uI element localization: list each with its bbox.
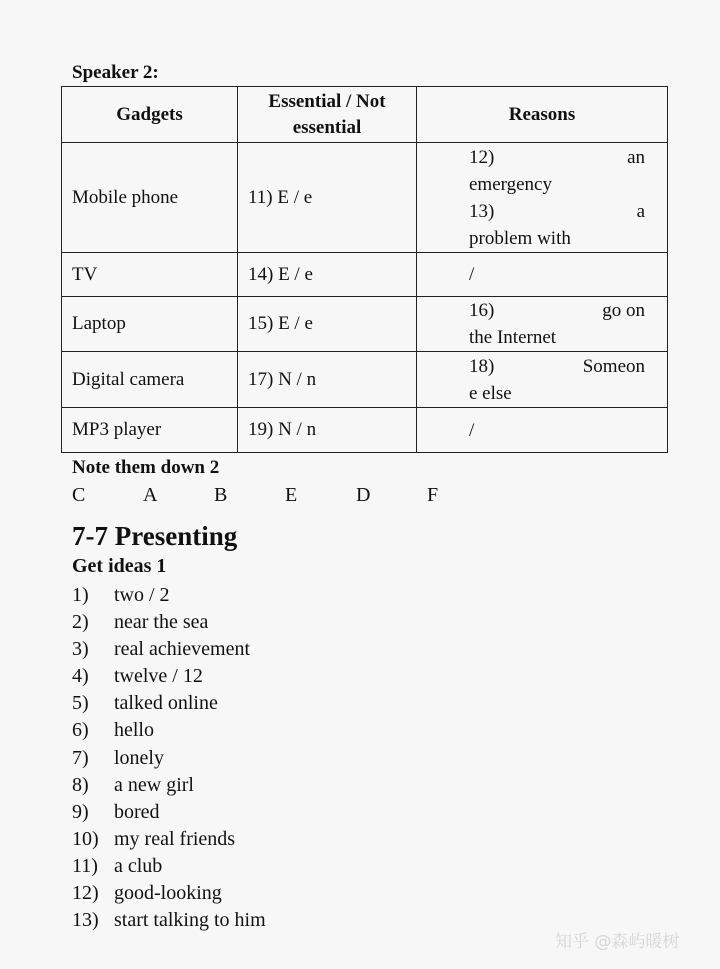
reason-cell [417, 297, 668, 352]
header-gadgets: Gadgets [62, 87, 238, 143]
gadget-cell: MP3 player [62, 408, 238, 453]
reason-text: the Internet [469, 327, 557, 348]
reason-cell [417, 408, 668, 453]
table-row [62, 297, 668, 352]
gadget-cell: Mobile phone [62, 143, 238, 253]
gadget-cell: TV [62, 253, 238, 297]
essential-cell: 15) E / e [238, 297, 417, 352]
item-number: 5) [72, 692, 89, 715]
reason-text: e else [469, 382, 512, 404]
reason-text: 12) [469, 146, 495, 168]
list-item [72, 826, 266, 853]
gadget-cell: Digital camera [62, 352, 238, 408]
section-title: 7-7 Presenting [72, 521, 238, 551]
item-text: my real friends [114, 827, 236, 850]
note-heading: Note them down 2 [72, 457, 220, 478]
reason-line [469, 353, 645, 380]
list-item [72, 772, 266, 799]
reason-cell [417, 253, 668, 297]
item-text: a new girl [114, 773, 194, 796]
reason-text: go on [602, 300, 645, 321]
reason-text: emergency [469, 173, 552, 195]
header-reasons: Reasons [417, 87, 668, 143]
item-text: good-looking [114, 882, 222, 905]
reason-line [469, 380, 645, 407]
header-essential: Essential / Not essential [238, 87, 417, 143]
essential-cell: 14) E / e [238, 253, 417, 297]
item-number: 6) [72, 719, 89, 742]
item-number: 10) [72, 827, 99, 850]
reason-line [469, 144, 645, 171]
list-item [72, 636, 266, 663]
sub-heading: Get ideas 1 [72, 555, 167, 577]
reason-cell [417, 352, 668, 408]
list-item [72, 582, 266, 609]
item-number: 7) [72, 746, 89, 769]
essential-cell: 11) E / e [238, 143, 417, 253]
item-text: lonely [114, 746, 164, 769]
reason-text: problem with [469, 227, 571, 249]
item-number: 11) [72, 854, 98, 877]
list-item [72, 853, 266, 880]
list-item [72, 690, 266, 717]
gadgets-table [61, 86, 668, 453]
reason-text: 18) [469, 355, 495, 377]
item-number: 8) [72, 773, 89, 796]
reason-text: 13) [469, 200, 495, 222]
item-text: a club [114, 854, 163, 877]
list-item [72, 799, 266, 826]
item-text: start talking to him [114, 909, 266, 932]
note-letter: D [356, 484, 371, 506]
list-item [72, 745, 266, 772]
watermark: 知乎 @森屿暖树 [555, 932, 680, 952]
essential-cell: 19) N / n [238, 408, 417, 453]
note-letters [72, 484, 498, 507]
item-number: 3) [72, 638, 89, 661]
note-letter: F [427, 484, 439, 506]
reason-line [469, 417, 645, 444]
note-letter: B [214, 484, 228, 506]
list-item [72, 663, 266, 690]
table-row [62, 408, 668, 453]
item-text: talked online [114, 692, 218, 715]
item-number: 12) [72, 882, 99, 905]
reason-line [469, 225, 645, 252]
table-row [62, 352, 668, 408]
reason-cell [417, 143, 668, 253]
item-text: real achievement [114, 638, 251, 661]
item-text: hello [114, 719, 154, 742]
reason-text: Someon [582, 355, 645, 377]
item-number: 9) [72, 800, 89, 823]
reason-line [469, 324, 645, 351]
item-number: 2) [72, 611, 89, 634]
speaker-heading: Speaker 2: [72, 62, 159, 83]
table-row [62, 143, 668, 253]
reason-line [469, 198, 645, 225]
item-text: bored [114, 800, 160, 823]
item-number: 4) [72, 665, 89, 688]
list-item [72, 880, 266, 907]
table-header-row [62, 87, 668, 143]
essential-cell: 17) N / n [238, 352, 417, 408]
note-letter: A [143, 484, 158, 506]
reason-line [469, 297, 645, 324]
item-text: two / 2 [114, 584, 170, 606]
note-letter: E [285, 484, 298, 506]
note-letter: C [72, 484, 86, 506]
table-row [62, 253, 668, 297]
reason-text: an [627, 146, 645, 168]
gadget-cell: Laptop [62, 297, 238, 352]
reason-line [469, 171, 645, 198]
reason-text: / [469, 264, 475, 285]
item-number: 13) [72, 909, 99, 932]
reason-text: a [636, 200, 645, 222]
item-number: 1) [72, 584, 89, 606]
reason-line [469, 261, 645, 288]
item-text: twelve / 12 [114, 665, 203, 688]
list-item [72, 717, 266, 744]
reason-text: / [469, 419, 475, 441]
reason-text: 16) [469, 300, 495, 321]
list-item [72, 609, 266, 636]
list-item [72, 907, 266, 934]
item-text: near the sea [114, 611, 209, 634]
ideas-list [72, 582, 266, 934]
